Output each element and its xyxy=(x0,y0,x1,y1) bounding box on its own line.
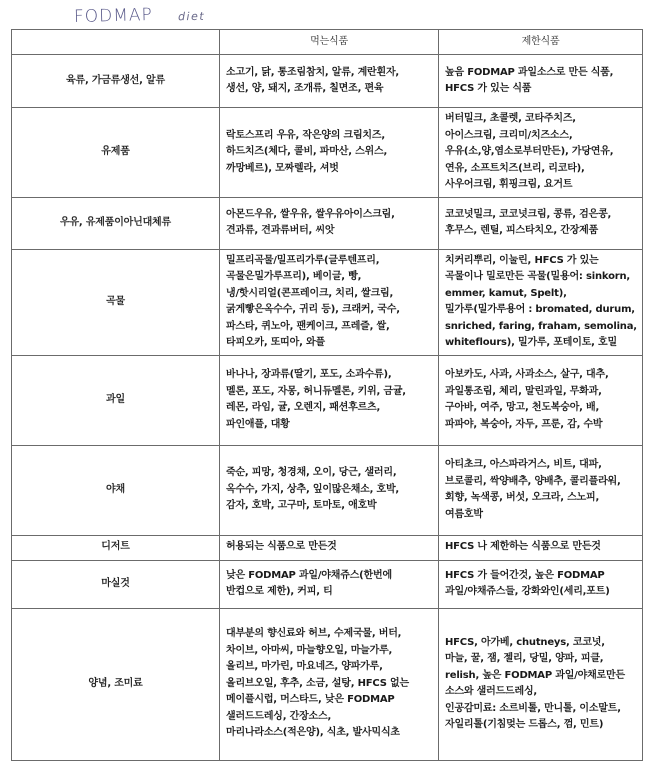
allowed-food-line: 파스타, 퀴노아, 팬케이크, 프레즐, 쌀, xyxy=(226,320,390,332)
restricted-foods-cell xyxy=(439,535,643,560)
restricted-food-line: 코코넛밀크, 코코넛크림, 콩류, 검은콩, xyxy=(445,208,612,220)
table-header-row xyxy=(12,30,643,55)
header-category xyxy=(12,30,220,55)
table-row xyxy=(12,535,643,560)
allowed-food-line: 냉/핫시리얼(콘프레이크, 치리, 쌀크림, xyxy=(226,287,394,299)
restricted-food-line: 높음 FODMAP 과일소스로 만든 식품, xyxy=(445,66,614,78)
row-category: 곡물 xyxy=(12,249,220,355)
allowed-foods-cell xyxy=(220,445,439,535)
restricted-foods-cell xyxy=(439,108,643,198)
allowed-food-line: 아몬드우유, 쌀우유, 쌀우유아이스크림, xyxy=(226,208,395,220)
restricted-food-line: 곡물이나 밀로만든 곡물(밀용어: sinkorn, xyxy=(445,271,630,282)
restricted-food-line: snriched, faring, fraham, semolina, xyxy=(445,320,637,332)
restricted-food-line: 밀가루(밀가루용어 : bromated, durum, xyxy=(445,304,635,315)
allowed-food-line: 견과류, 견과류버터, 씨앗 xyxy=(226,225,335,236)
allowed-foods-cell xyxy=(220,355,439,445)
table-row xyxy=(12,560,643,608)
restricted-food-line: whiteflours), 밀가루, 포테이토, 호밀 xyxy=(445,337,617,348)
allowed-food-line: 바나나, 장과류(딸기, 포도, 소과수류), xyxy=(226,369,392,380)
allowed-food-line: 굵게빻은옥수수, 귀리 등), 크래커, 국수, xyxy=(226,304,400,315)
restricted-food-line: 인공감미료: 소르비톨, 만니톨, 이소말트, xyxy=(445,702,621,714)
restricted-foods-cell xyxy=(439,55,643,108)
table-row xyxy=(12,608,643,760)
restricted-food-line: 마늘, 꿀, 잼, 젤리, 당밀, 양파, 피클, xyxy=(445,653,604,664)
restricted-food-line: emmer, kamut, Spelt), xyxy=(445,287,567,299)
allowed-foods-cell xyxy=(220,249,439,355)
restricted-food-line: 아보카도, 사과, 사과소스, 살구, 대추, xyxy=(445,369,609,380)
handwritten-title: FODMAP xyxy=(73,4,154,28)
allowed-food-line: 대부분의 향신료와 허브, 수제국물, 버터, xyxy=(226,628,402,640)
restricted-food-line: relish, 높은 FODMAP 과일/야채로만든 xyxy=(445,669,625,681)
restricted-food-line: 구아바, 여주, 망고, 천도복숭아, 배, xyxy=(445,402,600,413)
row-category: 야채 xyxy=(12,445,220,535)
restricted-food-line: HFCS 가 들어간것, 높은 FODMAP xyxy=(445,569,605,581)
allowed-foods-cell xyxy=(220,55,439,108)
allowed-food-line: 반컵으로 제한), 커피, 티 xyxy=(226,586,333,597)
restricted-foods-cell xyxy=(439,355,643,445)
row-category: 육류, 가금류생선, 알류 xyxy=(12,55,220,108)
restricted-food-line: 후무스, 렌틸, 피스타치오, 간장제품 xyxy=(445,225,599,236)
allowed-food-line: 멜론, 포도, 자몽, 허니듀멜론, 키위, 금귤, xyxy=(226,385,406,397)
allowed-food-line: 옥수수, 가지, 상추, 잎이많은채소, 호박, xyxy=(226,483,400,495)
header-allowed: 먹는식품 xyxy=(220,30,439,55)
allowed-foods-cell xyxy=(220,560,439,608)
allowed-food-line: 감자, 호박, 고구마, 토마토, 애호박 xyxy=(226,500,377,512)
row-category: 마실것 xyxy=(12,560,220,608)
allowed-food-line: 레몬, 라임, 귤, 오렌지, 패션후르츠, xyxy=(226,402,381,413)
row-category: 유제품 xyxy=(12,108,220,198)
allowed-food-line: 메이플시럽, 머스타드, 낮은 FODMAP xyxy=(226,694,395,706)
fodmap-table xyxy=(11,29,643,761)
allowed-food-line: 허용되는 식품으로 만든것 xyxy=(226,541,337,553)
restricted-food-line: 버터밀크, 초콜렛, 코타주치즈, xyxy=(445,113,576,124)
allowed-food-line: 까망베르), 모짜렐라, 셔벗 xyxy=(226,162,339,174)
header-restricted: 제한식품 xyxy=(439,30,643,55)
handwritten-subtitle: diet xyxy=(177,9,206,24)
restricted-food-line: 아이스크림, 크리미/치즈소스, xyxy=(445,129,573,141)
allowed-food-line: 타피오카, 또띠아, 와플 xyxy=(226,337,325,348)
restricted-food-line: 사우어크림, 휘핑크림, 요거트 xyxy=(445,179,573,190)
table-row xyxy=(12,445,643,535)
table-row xyxy=(12,108,643,198)
restricted-food-line: 자일리톨(기침멎는 드롭스, 껌, 민트) xyxy=(445,719,604,730)
restricted-foods-cell xyxy=(439,608,643,760)
table-row xyxy=(12,197,643,249)
row-category: 우유, 유제품이아닌대체류 xyxy=(12,197,220,249)
restricted-food-line: HFCS, 아가베, chutneys, 코코넛, xyxy=(445,636,605,648)
allowed-food-line: 락토스프리 우유, 작은양의 크림치즈, xyxy=(226,129,385,141)
allowed-foods-cell xyxy=(220,535,439,560)
allowed-food-line: 마리나라소스(적은양), 식초, 발사믹식초 xyxy=(226,727,400,739)
allowed-food-line: 차이브, 아마씨, 마늘향오일, 마늘가루, xyxy=(226,644,393,656)
restricted-food-line: HFCS 가 있는 식품 xyxy=(445,83,532,94)
allowed-food-line: 곡물은밀가루프리), 베이글, 빵, xyxy=(226,271,362,282)
allowed-food-line: 올리브오일, 후추, 소금, 설탕, HFCS 없는 xyxy=(226,677,409,689)
restricted-foods-cell xyxy=(439,249,643,355)
allowed-food-line: 파인애플, 대황 xyxy=(226,418,290,430)
allowed-food-line: 하드치즈(체다, 콜비, 파마산, 스위스, xyxy=(226,146,388,157)
row-category: 양념, 조미료 xyxy=(12,608,220,760)
allowed-food-line: 죽순, 피망, 청경채, 오이, 당근, 샐러리, xyxy=(226,467,397,479)
restricted-food-line: 우유(소,양,염소로부터만든), 가당연유, xyxy=(445,146,614,157)
restricted-food-line: 연유, 소프트치즈(브리, 리코타), xyxy=(445,162,585,174)
restricted-food-line: 브로콜리, 싹양배추, 양배추, 콜리플라워, xyxy=(445,475,621,487)
allowed-food-line: 생선, 양, 돼지, 조개류, 칠면조, 편육 xyxy=(226,83,384,94)
allowed-food-line: 소고기, 닭, 통조림참치, 알류, 계란흰자, xyxy=(226,66,400,78)
restricted-food-line: 소스와 샐러드드레싱, xyxy=(445,686,538,697)
restricted-food-line: 과일통조림, 체리, 말린과일, 무화과, xyxy=(445,385,602,397)
restricted-food-line: 과일/야채쥬스들, 강화와인(세리,포트) xyxy=(445,586,610,597)
restricted-food-line: 아티초크, 아스파라거스, 비트, 대파, xyxy=(445,459,602,470)
restricted-food-line: 파파야, 복숭아, 자두, 프룬, 감, 수박 xyxy=(445,418,603,430)
restricted-food-line: 치커리뿌리, 이눌린, HFCS 가 있는 xyxy=(445,254,599,266)
allowed-food-line: 낮은 FODMAP 과일/야채쥬스(한번에 xyxy=(226,569,392,581)
allowed-food-line: 밀프리곡물/밀프리가루(글루텐프리, xyxy=(226,254,380,266)
allowed-food-line: 올리브, 마가린, 마요네즈, 양파가루, xyxy=(226,661,383,673)
row-category: 과일 xyxy=(12,355,220,445)
restricted-foods-cell xyxy=(439,197,643,249)
table-row xyxy=(12,55,643,108)
allowed-foods-cell xyxy=(220,608,439,760)
restricted-food-line: 회향, 녹색콩, 버섯, 오크라, 스노피, xyxy=(445,492,600,503)
restricted-foods-cell xyxy=(439,445,643,535)
allowed-food-line: 샐러드드레싱, 간장소스, xyxy=(226,710,332,722)
restricted-food-line: HFCS 나 제한하는 식품으로 만든것 xyxy=(445,541,601,553)
row-category: 디저트 xyxy=(12,535,220,560)
allowed-foods-cell xyxy=(220,108,439,198)
table-row xyxy=(12,355,643,445)
restricted-food-line: 여름호박 xyxy=(445,508,483,520)
table-row xyxy=(12,249,643,355)
restricted-foods-cell xyxy=(439,560,643,608)
allowed-foods-cell xyxy=(220,197,439,249)
